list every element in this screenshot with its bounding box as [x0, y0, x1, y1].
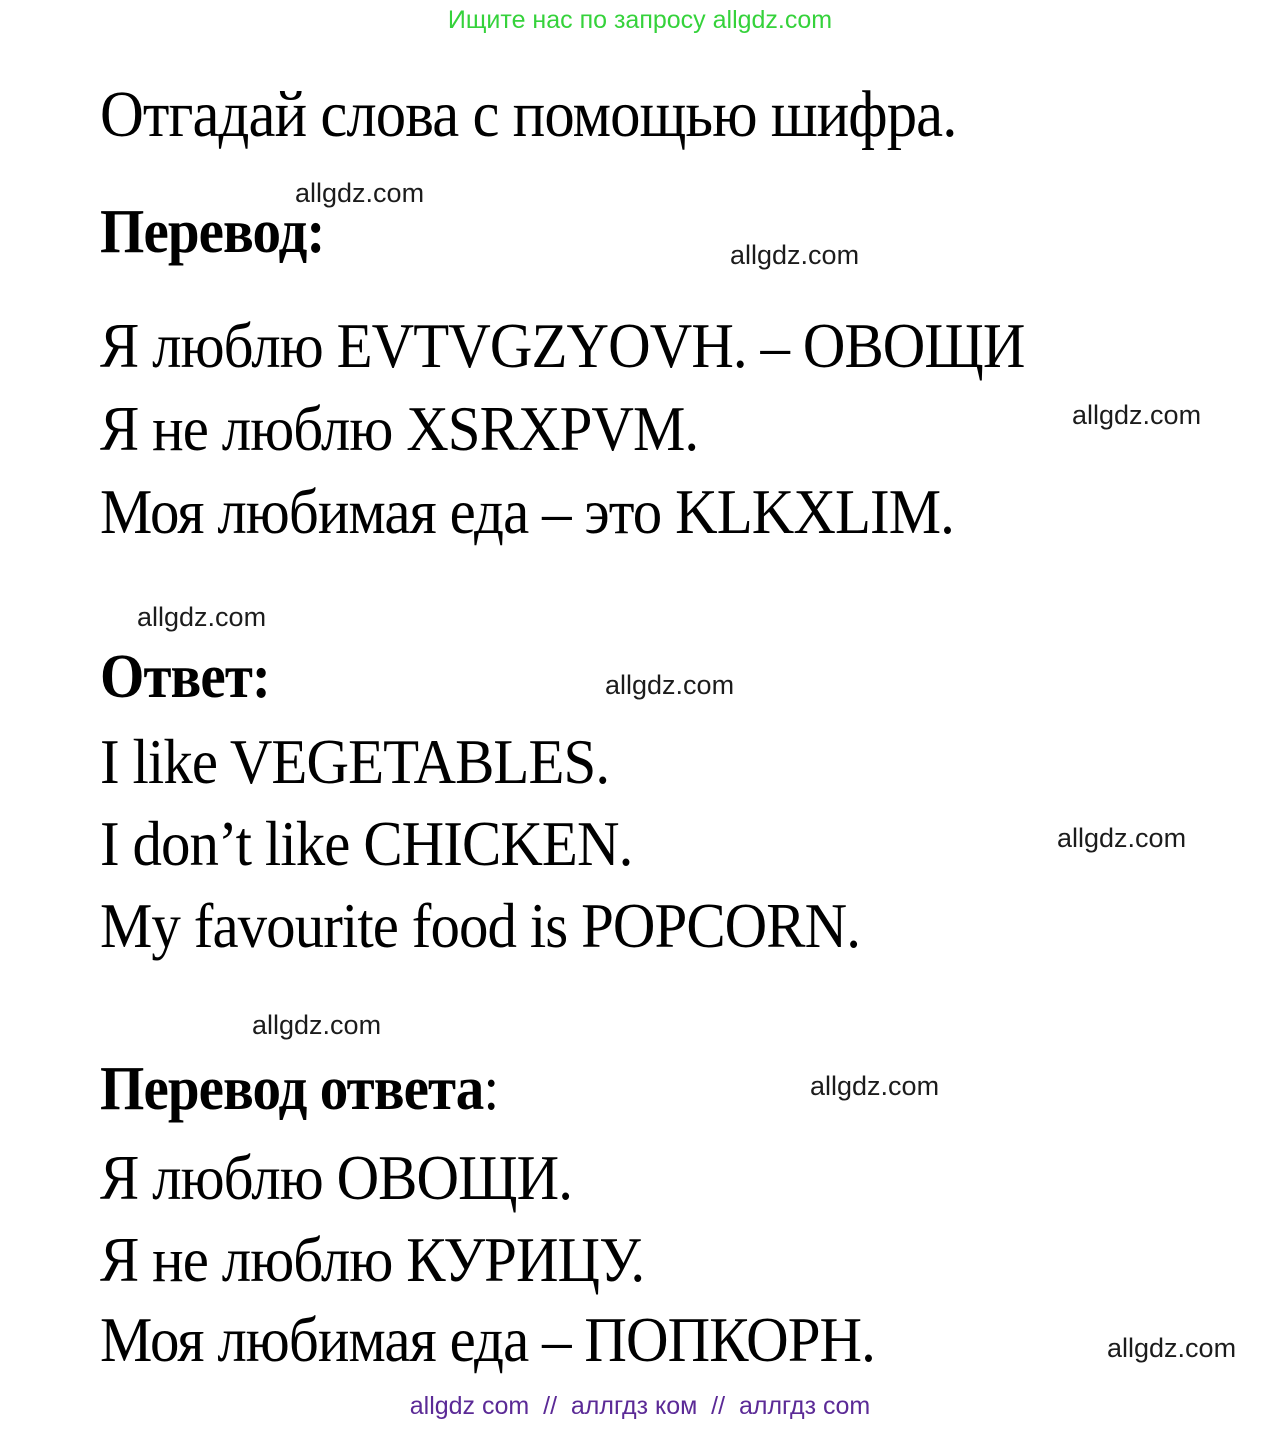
watermark: allgdz.com — [810, 1071, 940, 1101]
watermark: allgdz.com — [1072, 400, 1202, 430]
watermark: allgdz.com — [295, 178, 425, 208]
section-label-colon: : — [483, 1055, 499, 1123]
translation-line: Я люблю EVTVGZYOVH. – ОВОЩИ — [100, 310, 1025, 381]
watermark: allgdz.com — [137, 602, 267, 632]
watermark: allgdz.com — [605, 670, 735, 700]
answer-translation-line: Я люблю ОВОЩИ. — [100, 1142, 573, 1213]
watermark: allgdz.com — [730, 240, 860, 270]
answer-line: I like VEGETABLES. — [100, 726, 610, 797]
section-label-translation: Перевод: — [100, 198, 325, 266]
section-label-answer-translation — [100, 1057, 498, 1122]
translation-line: Моя любимая еда – это KLKXLIM. — [100, 476, 954, 547]
answer-line: I don’t like CHICKEN. — [100, 808, 633, 879]
answer-line: My favourite food is POPCORN. — [100, 890, 861, 961]
section-label-text: Перевод ответа — [100, 1055, 484, 1123]
watermark: allgdz.com — [1057, 823, 1187, 853]
watermark: allgdz.com — [252, 1010, 382, 1040]
site-banner: Ищите нас по запросу allgdz.com — [447, 6, 833, 34]
watermark: allgdz.com — [1107, 1333, 1237, 1363]
page-title: Отгадай слова с помощью шифра. — [100, 78, 957, 151]
section-label-answer: Ответ: — [100, 643, 271, 711]
translation-line: Я не люблю XSRXPVM. — [100, 393, 699, 464]
answer-translation-line: Моя любимая еда – ПОПКОРН. — [100, 1304, 875, 1375]
answer-translation-line: Я не люблю КУРИЦУ. — [100, 1224, 645, 1295]
site-footer: allgdz com // аллгдз ком // аллгдз com — [409, 1392, 871, 1420]
